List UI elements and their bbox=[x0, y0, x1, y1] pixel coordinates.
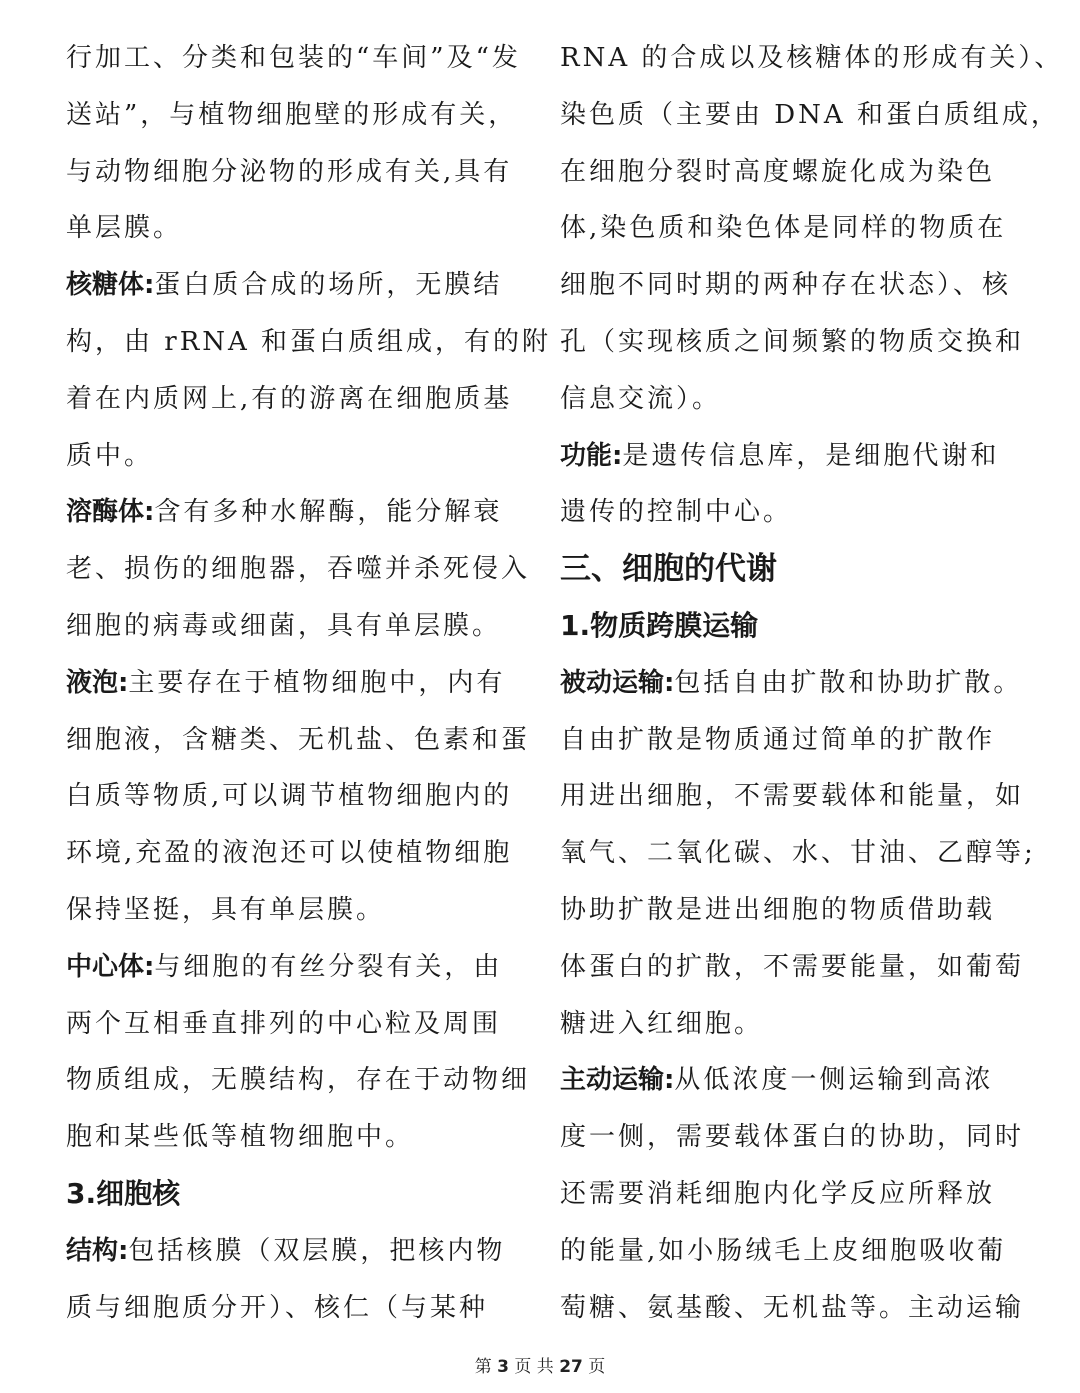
line-text: 遗传的控制中心。 bbox=[560, 497, 793, 528]
term-label: 功能: bbox=[560, 440, 623, 471]
line-text: 白质等物质,可以调节植物细胞内的 bbox=[66, 781, 513, 812]
footer-total-pages: 27 bbox=[559, 1357, 583, 1377]
text-line bbox=[66, 1052, 531, 1109]
text-line bbox=[66, 257, 526, 314]
line-text: 单层膜。 bbox=[66, 213, 183, 244]
text-line bbox=[560, 428, 1040, 485]
text-line bbox=[560, 939, 1040, 996]
line-text: 包括自由扩散和协助扩散。 bbox=[674, 667, 1023, 698]
text-line bbox=[66, 87, 526, 144]
text-line bbox=[66, 882, 526, 939]
text-line bbox=[560, 768, 1040, 825]
text-line bbox=[66, 314, 552, 371]
footer-prefix: 第 bbox=[474, 1357, 492, 1377]
text-line bbox=[560, 712, 1040, 769]
line-text: 保持坚挺，具有单层膜。 bbox=[66, 894, 386, 925]
line-text: 还需要消耗细胞内化学反应所释放 bbox=[560, 1178, 996, 1209]
line-text: 物质组成，无膜结构，存在于动物细 bbox=[66, 1065, 531, 1096]
text-line bbox=[66, 30, 526, 87]
line-text: 质与细胞质分开）、核仁（与某种 bbox=[66, 1292, 489, 1323]
line-text: 与动物细胞分泌物的形成有关,具有 bbox=[66, 156, 513, 187]
line-text: 的能量,如小肠绒毛上皮细胞吸收葡 bbox=[560, 1235, 1007, 1266]
text-line bbox=[560, 200, 1040, 257]
text-line bbox=[560, 825, 1040, 882]
line-text: 主要存在于植物细胞中，内有 bbox=[128, 667, 506, 698]
text-line bbox=[66, 598, 526, 655]
line-text: RNA 的合成以及核糖体的形成有关）、 bbox=[560, 43, 1064, 73]
line-text: 送站”，与植物细胞壁的形成有关， bbox=[66, 99, 518, 130]
footer-suffix: 页 bbox=[588, 1357, 606, 1377]
line-text: 蛋白质合成的场所，无膜结 bbox=[154, 270, 503, 301]
text-line bbox=[66, 712, 531, 769]
footer-middle: 页 共 bbox=[514, 1357, 554, 1377]
line-text: 从低浓度一侧运输到高浓 bbox=[674, 1065, 994, 1096]
line-text: 细胞不同时期的两种存在状态）、核 bbox=[560, 270, 1012, 301]
text-line bbox=[66, 768, 526, 825]
line-text: 是遗传信息库，是细胞代谢和 bbox=[622, 440, 1000, 471]
text-line bbox=[66, 484, 526, 541]
line-text: 在细胞分裂时高度螺旋化成为染色 bbox=[560, 156, 996, 187]
text-line bbox=[560, 484, 1040, 541]
line-text: 用进出细胞，不需要载体和能量，如 bbox=[560, 781, 1025, 812]
text-line bbox=[560, 996, 1040, 1053]
line-text: 度一侧，需要载体蛋白的协助，同时 bbox=[560, 1122, 1025, 1153]
text-line bbox=[66, 1223, 526, 1280]
term-label: 主动运输: bbox=[560, 1065, 675, 1096]
text-line bbox=[560, 1052, 1040, 1109]
left-column bbox=[66, 30, 552, 1336]
text-line bbox=[560, 314, 1040, 371]
right-column bbox=[560, 30, 1064, 1336]
line-text: 着在内质网上,有的游离在细胞质基 bbox=[66, 383, 513, 414]
text-line bbox=[560, 30, 1064, 87]
footer-page-number: 3 bbox=[497, 1357, 509, 1377]
text-line bbox=[66, 939, 526, 996]
line-text: 氧气、二氧化碳、水、甘油、乙醇等; bbox=[560, 838, 1036, 869]
line-text: 糖进入红细胞。 bbox=[560, 1008, 764, 1039]
text-line bbox=[560, 1280, 1040, 1337]
section-heading: 1.物质跨膜运输 bbox=[560, 608, 759, 642]
term-label: 溶酶体: bbox=[66, 497, 155, 528]
text-line bbox=[66, 655, 526, 712]
line-text: 萄糖、氨基酸、无机盐等。主动运输 bbox=[560, 1292, 1025, 1323]
line-text: 包括核膜（双层膜，把核内物 bbox=[128, 1235, 506, 1266]
text-line bbox=[560, 1223, 1040, 1280]
line-text: 两个互相垂直排列的中心粒及周围 bbox=[66, 1008, 502, 1039]
text-line bbox=[66, 1109, 526, 1166]
text-line bbox=[66, 200, 526, 257]
section-heading: 三、细胞的代谢 bbox=[560, 551, 777, 588]
text-line bbox=[66, 825, 526, 882]
line-text: 协助扩散是进出细胞的物质借助载 bbox=[560, 894, 996, 925]
text-line bbox=[66, 371, 526, 428]
term-label: 核糖体: bbox=[66, 270, 155, 301]
text-line bbox=[66, 428, 526, 485]
line-text: 染色质（主要由 DNA 和蛋白质组成， bbox=[560, 99, 1060, 130]
line-text: 老、损伤的细胞器，吞噬并杀死侵入 bbox=[66, 554, 531, 585]
text-line bbox=[560, 1166, 1040, 1223]
line-text: 体蛋白的扩散，不需要能量，如葡萄 bbox=[560, 951, 1025, 982]
text-line bbox=[560, 371, 1040, 428]
text-line bbox=[560, 882, 1040, 939]
text-line bbox=[560, 1109, 1040, 1166]
line-text: 与细胞的有丝分裂有关，由 bbox=[154, 951, 503, 982]
line-text: 体,染色质和染色体是同样的物质在 bbox=[560, 213, 1007, 244]
text-line bbox=[560, 257, 1040, 314]
line-text: 信息交流）。 bbox=[560, 383, 722, 414]
term-label: 液泡: bbox=[66, 667, 129, 698]
page-footer bbox=[0, 1352, 1080, 1377]
text-line bbox=[66, 541, 531, 598]
line-text: 含有多种水解酶，能分解衰 bbox=[154, 497, 503, 528]
text-line bbox=[560, 144, 1040, 201]
section-heading: 3.细胞核 bbox=[66, 1176, 181, 1210]
text-line bbox=[560, 87, 1060, 144]
term-label: 中心体: bbox=[66, 951, 155, 982]
text-line bbox=[66, 144, 526, 201]
line-text: 细胞的病毒或细菌，具有单层膜。 bbox=[66, 610, 502, 641]
term-label: 结构: bbox=[66, 1235, 129, 1266]
line-text: 构，由 rRNA 和蛋白质组成，有的附 bbox=[66, 326, 552, 357]
line-text: 胞和某些低等植物细胞中。 bbox=[66, 1122, 415, 1153]
line-text: 细胞液，含糖类、无机盐、色素和蛋 bbox=[66, 724, 531, 755]
line-text: 自由扩散是物质通过简单的扩散作 bbox=[560, 724, 996, 755]
line-text: 质中。 bbox=[66, 440, 154, 471]
line-text: 孔（实现核质之间频繁的物质交换和 bbox=[560, 326, 1025, 357]
term-label: 被动运输: bbox=[560, 667, 675, 698]
text-line bbox=[560, 655, 1040, 712]
text-line bbox=[66, 1280, 526, 1337]
line-text: 行加工、分类和包装的“车间”及“发 bbox=[66, 43, 521, 73]
line-text: 环境,充盈的液泡还可以使植物细胞 bbox=[66, 838, 513, 869]
text-line bbox=[66, 996, 526, 1053]
